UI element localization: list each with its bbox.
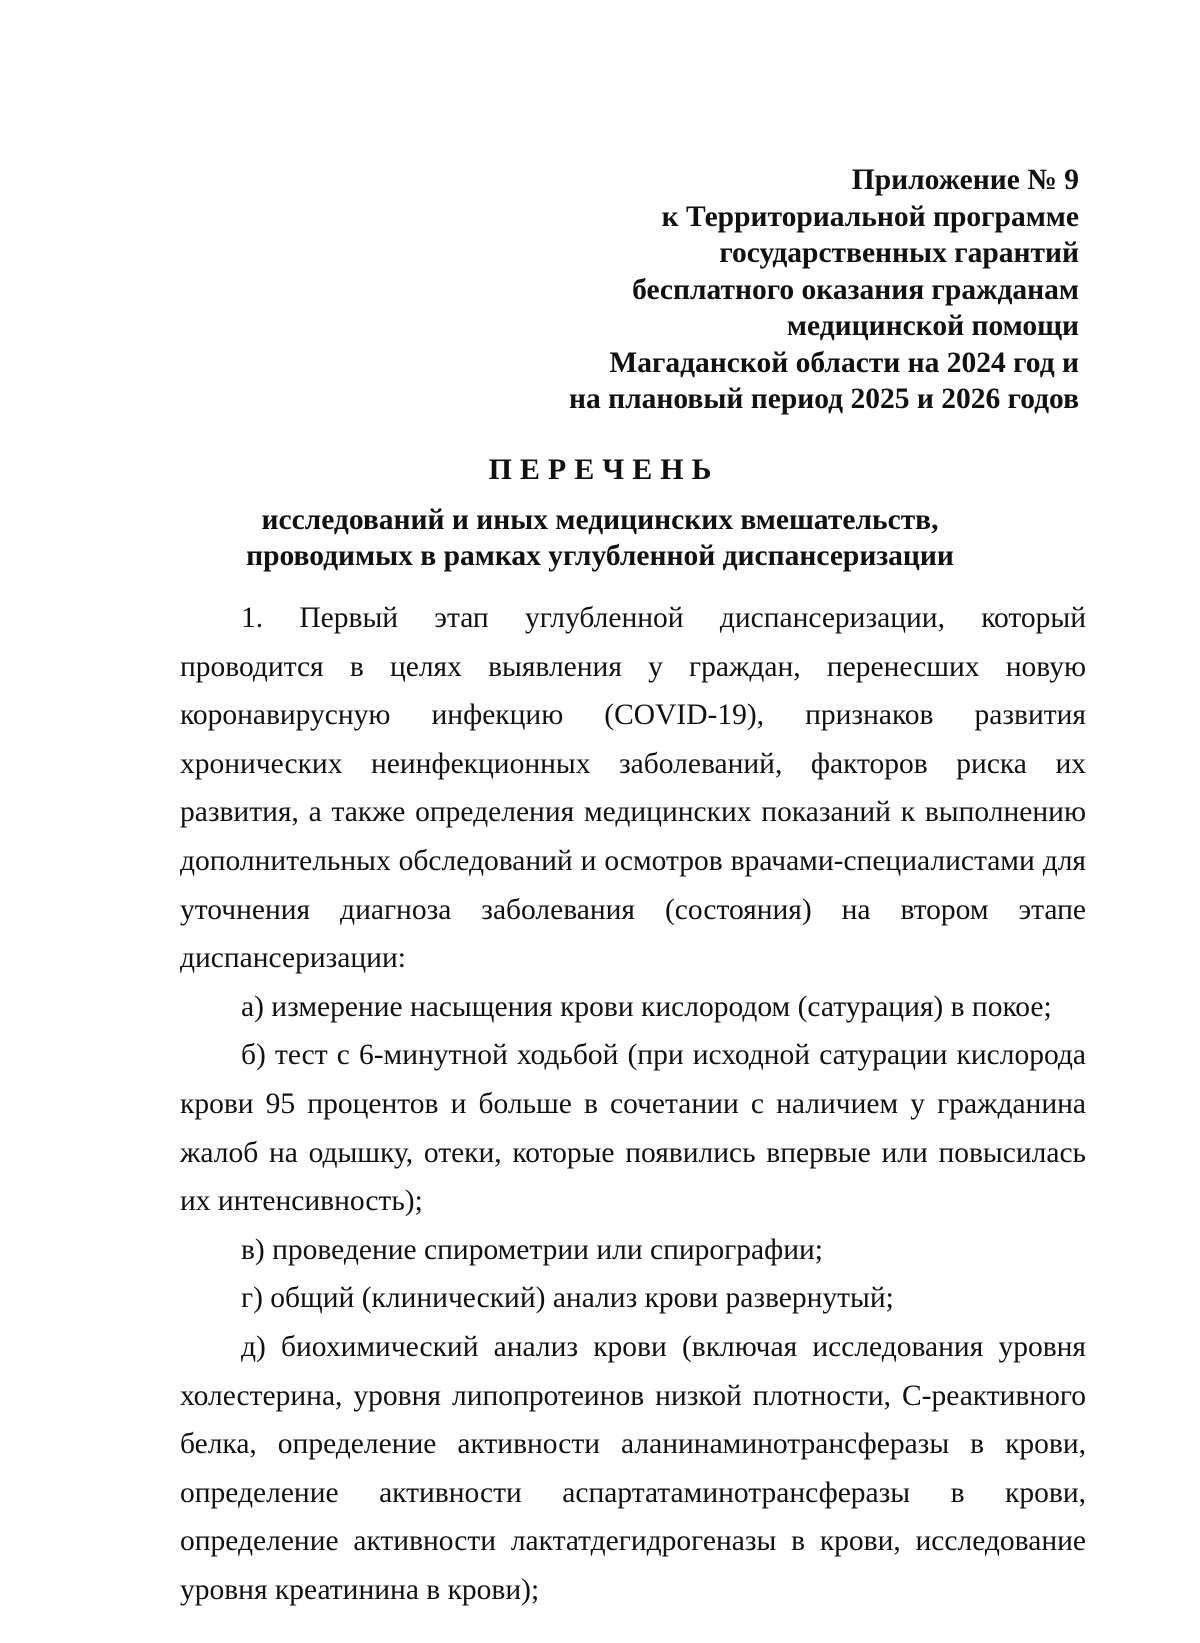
appendix-line: к Территориальной программе [661,200,1079,233]
list-item-g: г) общий (клинический) анализ крови развернутый; [241,1282,894,1315]
list-item-b: б) тест с 6-минутной ходьбой (при исходной сатурации кислорода крови 95 процентов и больше в сочетании с наличием у гражданина жалоб на одышку, отеки, которые появились впервые или повысилась их интенсивность); [180,1039,1086,1218]
document-title: ПЕРЕЧЕНЬ [488,453,720,486]
appendix-line: бесплатного оказания гражданам [632,273,1079,306]
appendix-line: Магаданской области на 2024 год и [609,346,1079,379]
document-subtitle [0,502,1200,574]
list-item-a: а) измерение насыщения крови кислородом (сатурация) в покое; [241,990,1052,1023]
appendix-line: государственных гарантий [719,237,1079,269]
paragraph-stage-1: 1. Первый этап углубленной диспансеризации, который проводится в целях выявления у граждан, перенесших новую коронавирусную инфекцию (COVID-19), признаков развития хронических неинфекционных заболеваний, факторов риска их развития, а также определения медицинских показаний к выполнению дополнительных обследований и осмотров врачами-специалистами для уточнения диагноза заболевания (состояния) на втором этапе диспансеризации: [180,602,1086,975]
appendix-line: медицинской помощи [786,310,1079,342]
appendix-line: на плановый период 2025 и 2026 годов [568,383,1079,415]
appendix-header [479,162,1079,418]
list-item-d: д) биохимический анализ крови (включая исследования уровня холестерина, уровня липопротеинов низкой плотности, С-реактивного белка, определение активности аланинаминотрансферазы в крови, определение активности аспартатаминотрансферазы в крови, определение активности лактатдегидрогеназы в крови, исследование уровня креатинина в крови); [180,1330,1086,1606]
subtitle-line: исследований и иных медицинских вмешательств, [261,504,939,536]
subtitle-line: проводимых в рамках углубленной диспансеризации [246,540,954,572]
list-item-v: в) проведение спирометрии или спирографии; [241,1233,824,1266]
document-body [180,594,1086,1614]
appendix-line: Приложение № 9 [851,164,1079,196]
